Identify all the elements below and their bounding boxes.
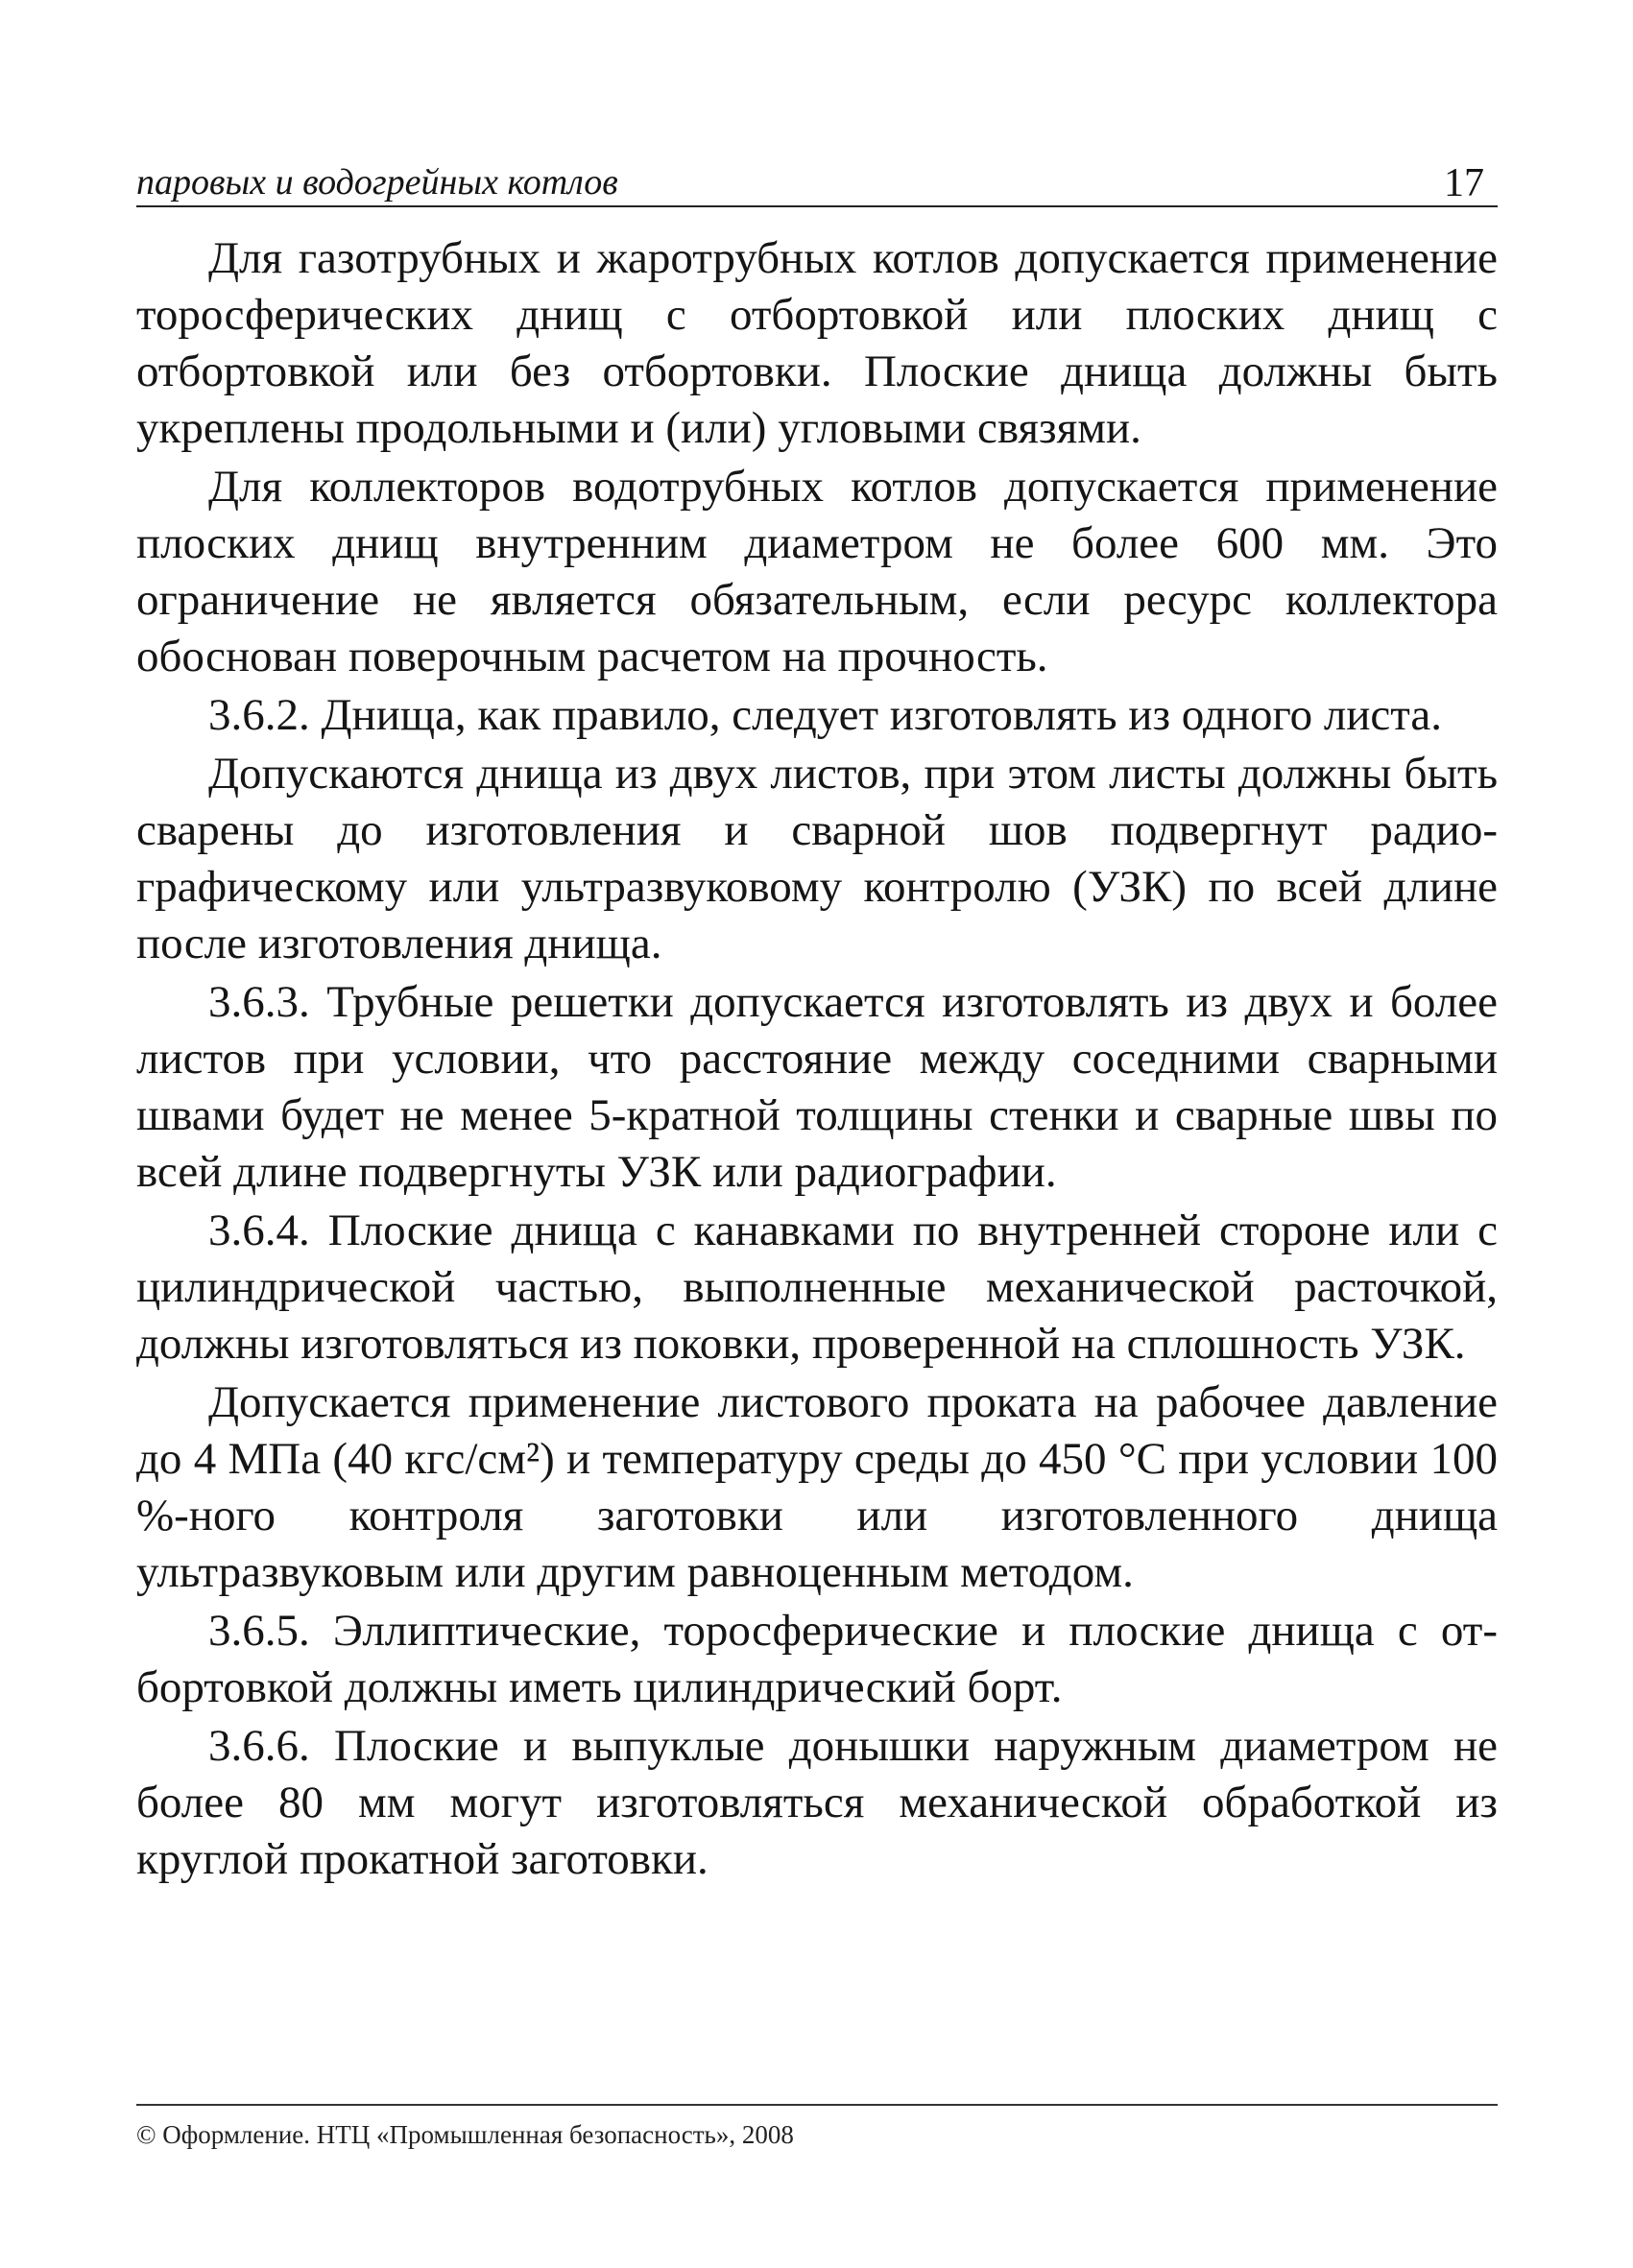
page-number: 17 [1444, 161, 1484, 205]
paragraph-3-6-3: 3.6.3. Трубные решетки допускается изготовлять из двух и более листов при условии, что расстояние между соседними сварными швами будет не менее 5-кратной толщины стенки и сварные швы по всей длине подвергнуты УЗК или радиографии. [136, 977, 1498, 1197]
footer-copyright: © Оформление. НТЦ «Промышленная безопасность», 2008 [136, 2120, 794, 2149]
paragraph-collectors: Для коллекторов водотрубных котлов допускается применение плоских днищ внутренним диаметром не более 600 мм. Это ограничение не является обязательным, если ресурс коллектора обоснован поверочным расчетом на прочность. [136, 462, 1498, 681]
footer-divider [136, 2104, 1498, 2106]
running-title: паровых и водогрейных котлов [136, 162, 618, 203]
paragraph-3-6-6: 3.6.6. Плоские и выпуклые донышки наружным диаметром не более 80 мм могут изготовляться механической обработкой из круглой прокатной заготовки. [136, 1721, 1498, 1884]
paragraph-sheet-metal: Допускается применение листового проката на рабочее давление до 4 МПа (40 кгс/см²) и температуру среды до 450 °С при условии 100 %-ного контроля заготовки или изготовленного днища ультразвуковым или другим равноценным методом. [136, 1377, 1498, 1597]
paragraph-3-6-4: 3.6.4. Плоские днища с канавками по внутренней стороне или с цилиндрической частью, выполненные механической расточкой, должны изготовляться из поковки, проверенной на сплошность УЗК. [136, 1206, 1498, 1369]
header-divider [136, 205, 1498, 207]
paragraph-3-6-5: 3.6.5. Эллиптические, торосферические и плоские днища с отбортовкой должны иметь цилиндрический борт. [136, 1606, 1498, 1712]
body-text [136, 230, 1498, 1890]
paragraph-3-6-2: 3.6.2. Днища, как правило, следует изготовлять из одного листа. [208, 690, 1443, 740]
paragraph-fire-tube-boilers: Для газотрубных и жаротрубных котлов допускается применение торосферических днищ с отбортовкой или плоских днищ с отбортовкой или без отбортовки. Плоские днища должны быть укреплены продольными и (или) угловыми связями. [136, 233, 1498, 453]
paragraph-two-sheet-heads: Допускаются днища из двух листов, при этом листы должны быть сварены до изготовления и сварной шов подвергнут радиографическому или ультразвуковому контролю (УЗК) по всей длине после изготовления днища. [136, 749, 1498, 968]
